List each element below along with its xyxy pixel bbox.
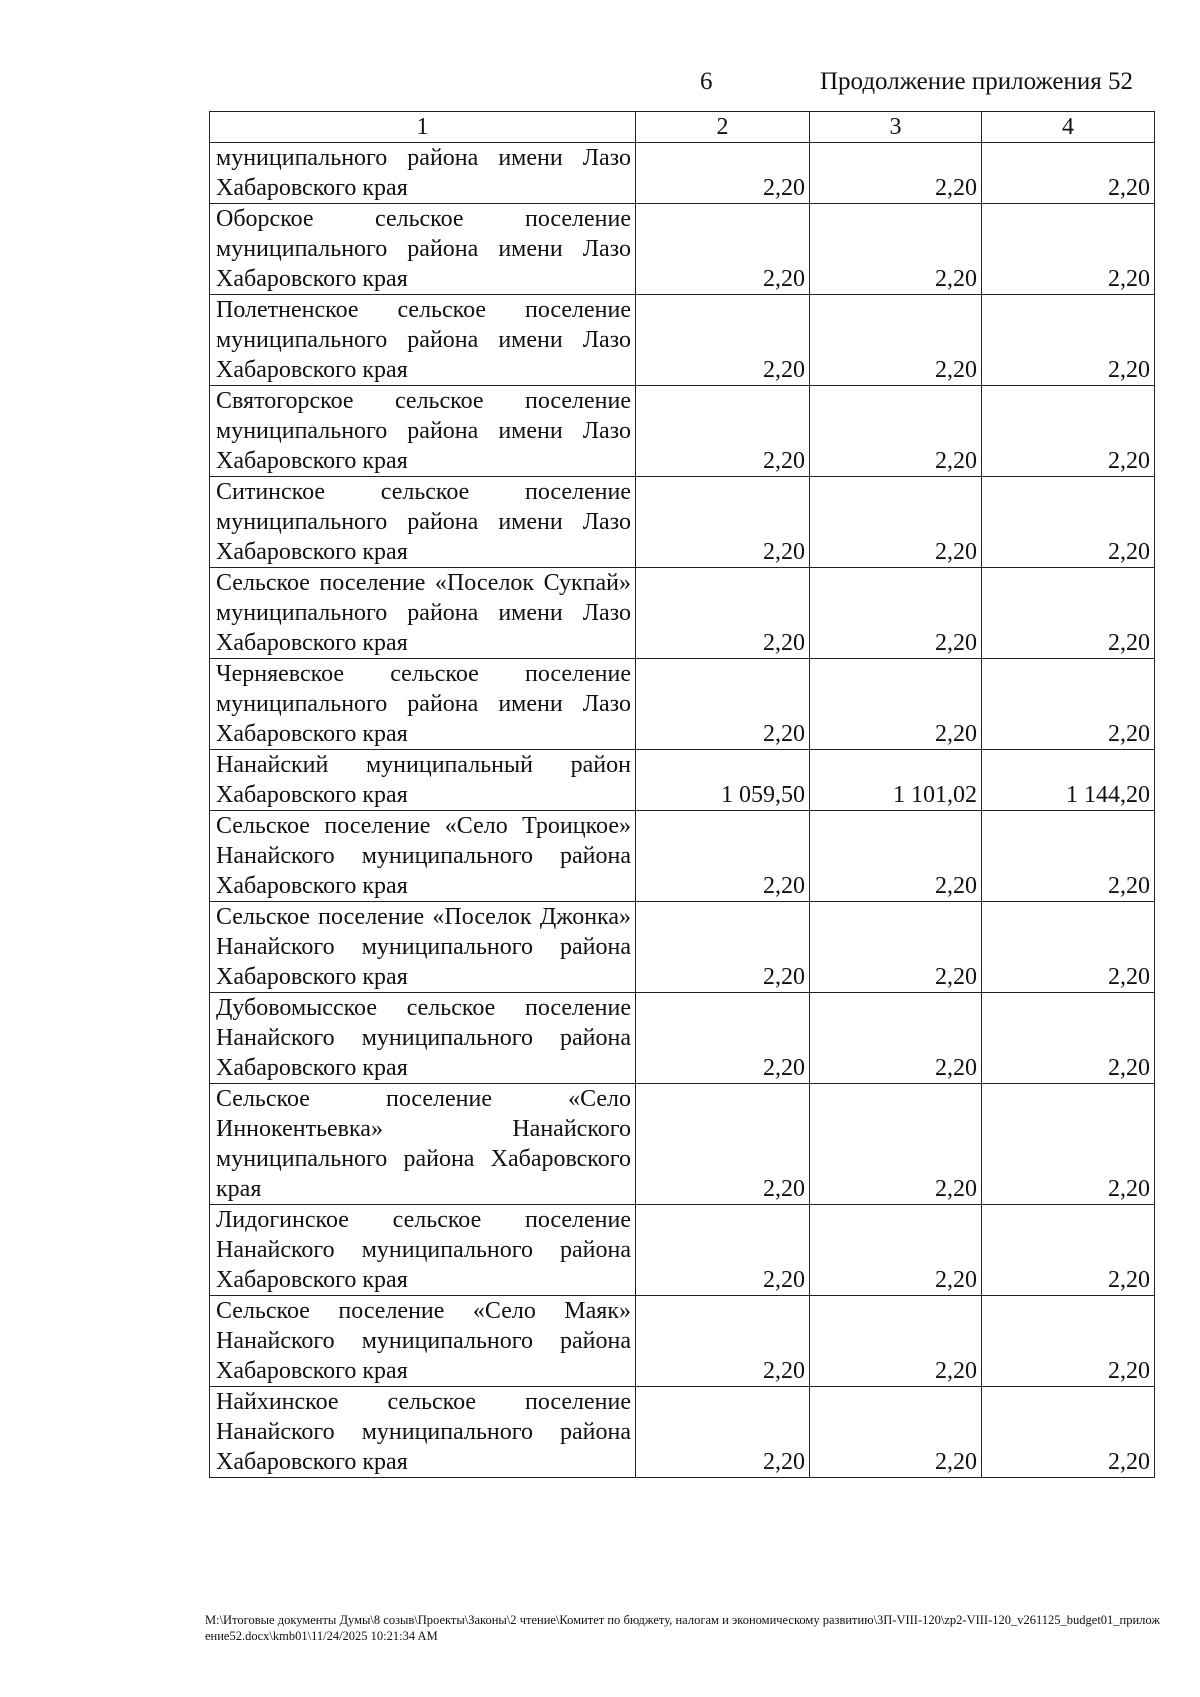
value-col-2: 2,20 (636, 811, 810, 902)
column-header-2: 2 (636, 112, 810, 143)
table-row (210, 1084, 1155, 1205)
value-col-3: 2,20 (810, 477, 982, 568)
value-col-4: 2,20 (982, 902, 1155, 993)
value-col-4: 2,20 (982, 1296, 1155, 1387)
settlement-name: Сельское поселение «Поселок Джонка» Нанайского муниципального района Хабаровского края (210, 902, 636, 993)
value-col-4: 2,20 (982, 295, 1155, 386)
settlement-name: Святогорское сельское поселение муниципального района имени Лазо Хабаровского края (210, 386, 636, 477)
continuation-title: Продолжение приложения 52 (820, 68, 1134, 95)
value-col-3: 2,20 (810, 1387, 982, 1478)
settlement-name: Ситинское сельское поселение муниципального района имени Лазо Хабаровского края (210, 477, 636, 568)
settlement-name: Оборское сельское поселение муниципального района имени Лазо Хабаровского края (210, 204, 636, 295)
district-name: Нанайский муниципальный район Хабаровского края (210, 750, 636, 811)
value-col-4: 1 144,20 (982, 750, 1155, 811)
settlement-name: Сельское поселение «Село Троицкое» Нанайского муниципального района Хабаровского края (210, 811, 636, 902)
value-col-3: 1 101,02 (810, 750, 982, 811)
column-header-4: 4 (982, 112, 1155, 143)
value-col-2: 1 059,50 (636, 750, 810, 811)
value-col-2: 2,20 (636, 143, 810, 204)
value-col-4: 2,20 (982, 477, 1155, 568)
value-col-4: 2,20 (982, 811, 1155, 902)
column-number-row (210, 112, 1155, 143)
value-col-3: 2,20 (810, 143, 982, 204)
value-col-3: 2,20 (810, 1205, 982, 1296)
table-row (210, 1296, 1155, 1387)
settlement-name: Черняевское сельское поселение муниципального района имени Лазо Хабаровского края (210, 659, 636, 750)
table-row (210, 295, 1155, 386)
value-col-3: 2,20 (810, 811, 982, 902)
value-col-4: 2,20 (982, 568, 1155, 659)
value-col-3: 2,20 (810, 659, 982, 750)
value-col-2: 2,20 (636, 1205, 810, 1296)
value-col-4: 2,20 (982, 1205, 1155, 1296)
settlement-name: Сельское поселение «Поселок Сукпай» муниципального района имени Лазо Хабаровского края (210, 568, 636, 659)
settlement-name: Сельское поселение «Село Маяк» Нанайского муниципального района Хабаровского края (210, 1296, 636, 1387)
settlement-name: муниципального района имени Лазо Хабаровского края (210, 143, 636, 204)
table-row (210, 811, 1155, 902)
value-col-2: 2,20 (636, 993, 810, 1084)
table-row-district (210, 750, 1155, 811)
value-col-2: 2,20 (636, 295, 810, 386)
settlement-name: Найхинское сельское поселение Нанайского муниципального района Хабаровского края (210, 1387, 636, 1478)
value-col-2: 2,20 (636, 1387, 810, 1478)
table-row (210, 386, 1155, 477)
value-col-3: 2,20 (810, 386, 982, 477)
value-col-4: 2,20 (982, 659, 1155, 750)
table-row (210, 902, 1155, 993)
budget-table (209, 111, 1155, 1478)
value-col-4: 2,20 (982, 143, 1155, 204)
table-row (210, 993, 1155, 1084)
value-col-4: 2,20 (982, 204, 1155, 295)
column-header-1: 1 (210, 112, 636, 143)
settlement-name: Сельское поселение «Село Иннокентьевка» Нанайского муниципального района Хабаровского края (210, 1084, 636, 1205)
page-number: 6 (700, 68, 713, 95)
value-col-3: 2,20 (810, 1084, 982, 1205)
value-col-4: 2,20 (982, 1084, 1155, 1205)
value-col-2: 2,20 (636, 568, 810, 659)
value-col-3: 2,20 (810, 993, 982, 1084)
value-col-2: 2,20 (636, 1084, 810, 1205)
value-col-2: 2,20 (636, 902, 810, 993)
value-col-3: 2,20 (810, 568, 982, 659)
value-col-4: 2,20 (982, 1387, 1155, 1478)
column-header-3: 3 (810, 112, 982, 143)
table-row (210, 568, 1155, 659)
value-col-3: 2,20 (810, 295, 982, 386)
table-row (210, 1205, 1155, 1296)
value-col-2: 2,20 (636, 659, 810, 750)
value-col-2: 2,20 (636, 1296, 810, 1387)
table-row (210, 204, 1155, 295)
file-path-footer: M:\Итоговые документы Думы\8 созыв\Проекты\Законы\2 чтение\Комитет по бюджету, налогам и экономическому развитию\3П-VIII-120\zp2-VIII-120_v261125_budget01_приложение52.docx\kmb01\11/24/2025 10:21:34 AM (205, 1613, 1160, 1643)
settlement-name: Дубовомысское сельское поселение Нанайского муниципального района Хабаровского края (210, 993, 636, 1084)
value-col-4: 2,20 (982, 386, 1155, 477)
value-col-4: 2,20 (982, 993, 1155, 1084)
settlement-name: Лидогинское сельское поселение Нанайского муниципального района Хабаровского края (210, 1205, 636, 1296)
value-col-3: 2,20 (810, 902, 982, 993)
value-col-2: 2,20 (636, 477, 810, 568)
table-row (210, 659, 1155, 750)
table-row (210, 477, 1155, 568)
value-col-3: 2,20 (810, 1296, 982, 1387)
table-row (210, 1387, 1155, 1478)
value-col-2: 2,20 (636, 204, 810, 295)
table-row (210, 143, 1155, 204)
value-col-3: 2,20 (810, 204, 982, 295)
settlement-name: Полетненское сельское поселение муниципального района имени Лазо Хабаровского края (210, 295, 636, 386)
value-col-2: 2,20 (636, 386, 810, 477)
